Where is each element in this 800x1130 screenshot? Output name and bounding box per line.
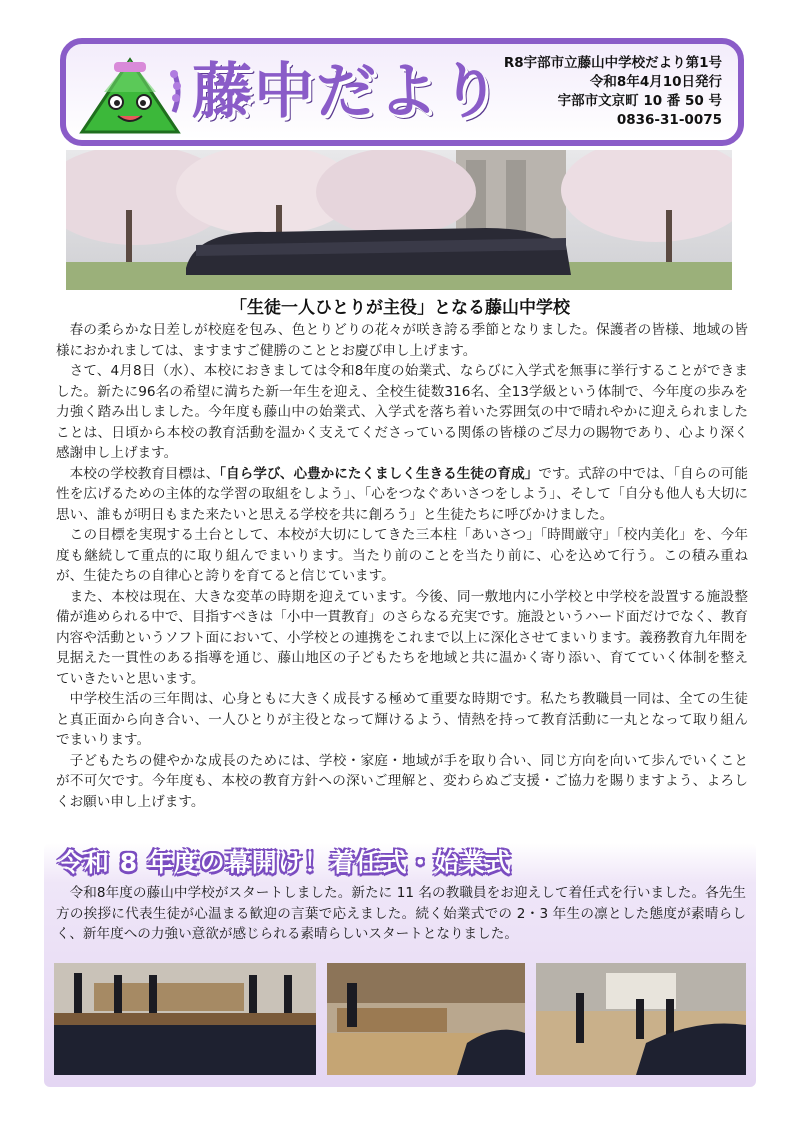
paragraph: 中学校生活の三年間は、心身ともに大きく成長する極めて重要な時期です。私たち教職員一同は、全ての生徒と真正面から向き合い、一人ひとりが主役となって輝けるよう、情熱を持って教育活動に一丸となって取り組んでまいります。 — [56, 691, 748, 748]
issue-info — [502, 54, 722, 130]
paragraph — [56, 464, 748, 526]
mascot-icon — [74, 52, 186, 140]
group-photo-cherry-blossoms — [66, 150, 732, 290]
school-goal: 「自ら学び、心豊かにたくましく生きる生徒の育成」 — [219, 465, 539, 482]
school-address: 宇部市文京町 10 番 50 号 — [557, 93, 722, 109]
ceremony-photo-1 — [54, 963, 316, 1075]
ceremony-section — [44, 843, 756, 1087]
ceremony-photo-3 — [536, 963, 746, 1075]
newsletter-header — [60, 38, 744, 146]
paragraph-lead: 本校の学校教育目標は、 — [69, 465, 220, 482]
paragraph: また、本校は現在、大きな変革の時期を迎えています。今後、同一敷地内に小学校と中学校を設置する施設整備が進められる中で、目指すべきは「小中一貫教育」のさらなる充実です。施設というハード面だけでなく、教育内容や活動というソフト面において、小学校との連携をこれまで以上に深化させてまいります。義務教育九年間を見据えた一貫性のある指導を通じ、藤山地区の子どもたちを地域と共に温かく寄り添い、育てていく体制を整えていきたいと思います。 — [56, 588, 748, 687]
paragraph: 春の柔らかな日差しが校庭を包み、色とりどりの花々が咲き誇る季節となりました。保護者の皆様、地域の皆様におかれましては、ますますご健勝のこととお慶び申し上げます。 — [56, 322, 748, 359]
issue-date: 令和8年4月10日発行 — [589, 74, 722, 90]
school-phone: 0836-31-0075 — [616, 112, 722, 128]
section-title: 令和 8 年度の幕開け！着任式・始業式 — [58, 848, 512, 877]
newsletter-title: 藤中だより — [192, 57, 502, 127]
paragraph: 令和8年度の藤山中学校がスタートしました。新たに 11 名の教職員をお迎えして着任式を行いました。各先生方の挨拶に代表生徒が心温まる歓迎の言葉で応えました。続く始業式での 2・3 年生の凛とした態度が素晴らしく、新年度への力強い意欲が感じられる素晴らしいスタートとなりました。 — [56, 885, 746, 942]
ceremony-photo-2 — [327, 963, 525, 1075]
paragraph: この目標を実現する土台として、本校が大切にしてきた三本柱「あいさつ」「時間厳守」「校内美化」を、今年度も継続して重点的に取り組んでまいります。当たり前のことを当たり前に、心を込めて行う。この積み重ねが、生徒たちの自律心と誇りを育てると信じています。 — [56, 527, 748, 584]
paragraph: さて、4月8日（水）、本校におきましては令和8年度の始業式、ならびに入学式を無事に挙行することができました。新たに96名の希望に満ちた新一年生を迎え、全校生徒数316名、全13学級という体制で、今年度の歩みを力強く踏み出しました。今年度も藤山中の始業式、入学式を落ち着いた雰囲気の中で晴れやかに迎えられましたことは、日頃から本校の教育活動を温かく支えてくださっている関係の皆様のご尽力の賜物であり、心より深く感謝申し上げます。 — [56, 363, 748, 461]
issue-number: R8宇部市立藤山中学校だより第1号 — [503, 55, 722, 71]
section-text — [56, 883, 746, 945]
main-headline: 「生徒一人ひとりが主役」となる藤山中学校 — [230, 298, 570, 318]
paragraph: 子どもたちの健やかな成長のためには、学校・家庭・地域が手を取り合い、同じ方向を向いて歩んでいくことが不可欠です。今年度も、本校の教育方針への深いご理解と、変わらぬご支援・ご協力を賜りますよう、よろしくお願い申し上げます。 — [56, 752, 748, 810]
paragraph-rest: です。式辞の中では、「自らの可能性を広げるための主体的な学習の取組をしよう」、「心をつなぐあいさつをしよう」、そして「自分も他人も大切に思い、誰もが明日もまた来たいと思える学校を共に創ろう」と生徒たちに呼びかけました。 — [56, 465, 748, 523]
principal-message — [56, 320, 748, 812]
